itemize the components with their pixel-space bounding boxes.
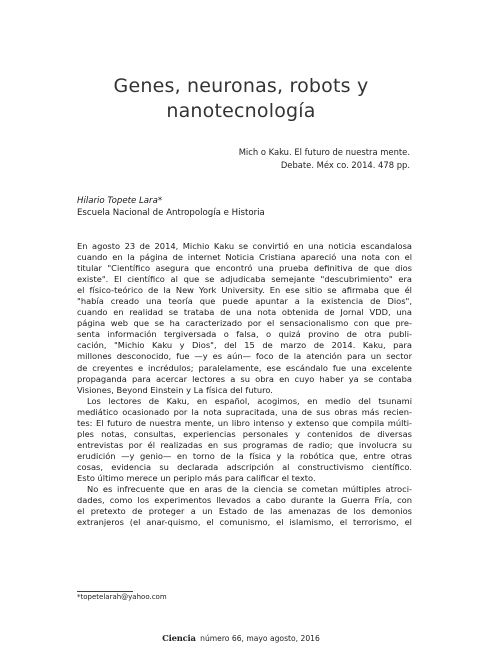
title-line-1: Genes, neuronas, robots y <box>113 75 369 97</box>
body-line: mediático ocasionado por la nota supracitada, una de sus obras más recien- <box>77 406 412 417</box>
reference-line-1: Mich o Kaku. El futuro de nuestra mente. <box>238 147 410 157</box>
body-line: página web que se ha caracterizado por el sensacionalismo con que pre- <box>77 318 412 329</box>
body-line: Visiones, Beyond Einstein y La física del futuro. <box>77 384 273 395</box>
author-name: Hilario Topete Lara* <box>77 196 163 206</box>
body-line: erudición —y genio— en torno de la física y la robótica que, entre otras <box>77 450 412 461</box>
body-line: millones desconocido, fue —y es aún— foco de la atención para un sector <box>77 351 412 362</box>
body-line: existe". El científico al que se adjudicaba semejante "descubrimiento" era <box>77 274 412 285</box>
body-line: senta información tergiversada o falsa, o quizá provino de otra publi- <box>77 329 412 340</box>
body-line: titular "Científico asegura que encontró una prueba definitiva de que dios <box>77 263 412 274</box>
author-block <box>77 195 265 219</box>
body-line: el físico-teórico de la New York University. En ese sitio se afirmaba que él <box>77 285 412 296</box>
body-line: cación, "Michio Kaku y Dios", del 15 de marzo de 2014. Kaku, para <box>77 340 412 351</box>
article-title <box>0 74 482 124</box>
issue-info: número 66, mayo agosto, 2016 <box>200 634 320 643</box>
body-line: cuando en la página de internet Noticia Cristiana apareció una nota con el <box>77 252 412 263</box>
title-line-2: nanotecnología <box>166 100 316 122</box>
page-footer <box>0 633 482 643</box>
body-line: el pretexto de proteger a un Estado de las amenazas de los demonios <box>77 506 412 517</box>
body-line: entrevistas por él realizadas en sus programas de radio; que involucra su <box>77 439 412 450</box>
body-line: cosas, evidencia su declarada adscripción al constructivismo científico. <box>77 461 412 472</box>
body-line: No es infrecuente que en aras de la ciencia se cometan múltiples atroci- <box>87 484 412 495</box>
body-line: extranjeros (el anar-quismo, el comunismo, el islamismo, el terrorismo, el <box>77 517 412 528</box>
footnote: *topetelarah@yahoo.com <box>77 593 167 601</box>
author-affiliation: Escuela Nacional de Antropología e Historia <box>77 208 265 218</box>
body-line: tes: El futuro de nuestra mente, un libro intenso y extenso que compila múlti- <box>77 417 412 428</box>
body-line: "había creado una teoría que puede apuntar a la existencia de Dios", <box>77 296 412 307</box>
body-line: de creyentes e incrédulos; paralelamente, ese escándalo fue una excelente <box>77 362 412 373</box>
body-line: Esto último merece un periplo más para calificar el texto. <box>77 472 316 483</box>
footnote-divider <box>77 591 133 592</box>
body-line: En agosto 23 de 2014, Michio Kaku se convirtió en una noticia escandalosa <box>77 241 412 251</box>
journal-logo: Ciencia <box>162 633 196 643</box>
article-body <box>77 241 412 528</box>
reference-line-2: Debate. Méx co. 2014. 478 pp. <box>280 159 410 170</box>
body-line: propaganda para acercar lectores a su obra en cuyo haber ya se contaba <box>77 373 412 384</box>
body-line: ples notas, consultas, experiencias personales y contenidos de diversas <box>77 428 412 439</box>
book-reference <box>239 146 410 171</box>
body-line: cuando en realidad se trataba de una nota obtenida de Jornal VDD, una <box>77 307 412 318</box>
body-line: Los lectores de Kaku, en español, acogimos, en medio del tsunami <box>87 395 412 406</box>
body-line: dades, como los experimentos llevados a cabo durante la Guerra Fría, con <box>77 495 412 506</box>
